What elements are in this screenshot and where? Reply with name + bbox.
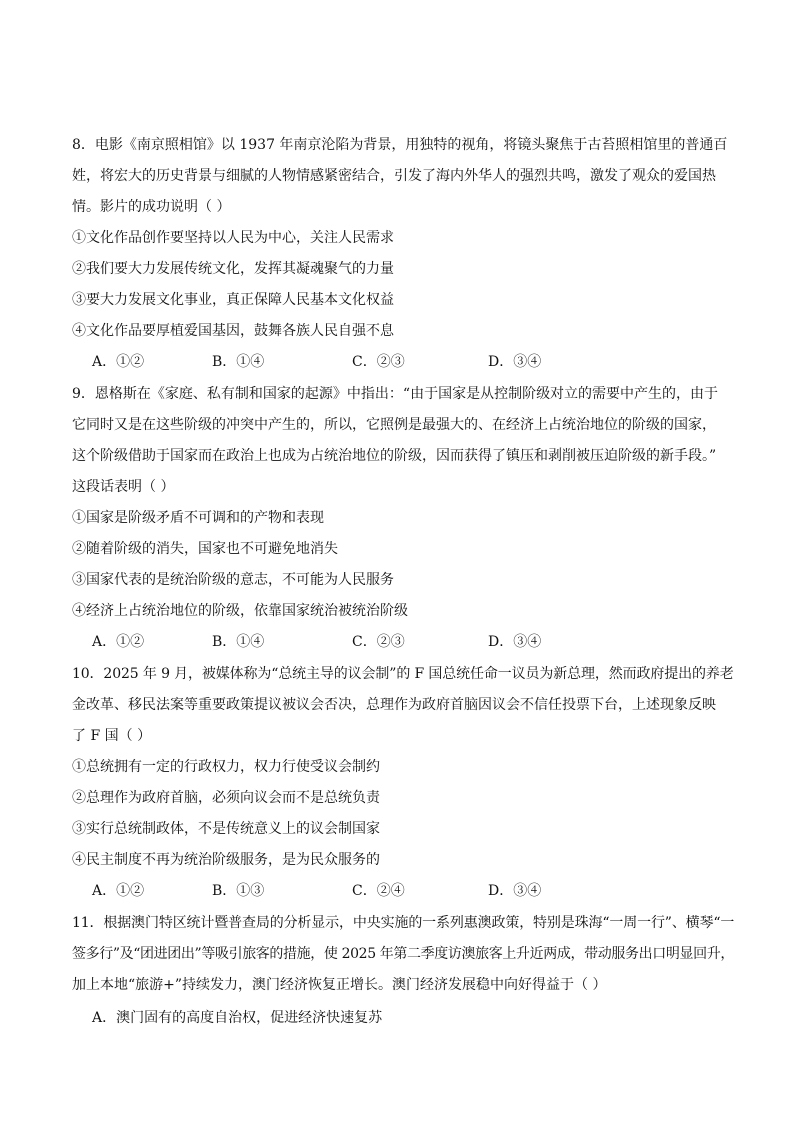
option-b[interactable]: B．①④	[212, 634, 265, 650]
question-stem-line: 签多行”及“团进团出”等吸引旅客的措施，使 2025 年第二季度访澳旅客上升近两成，带动服务出口明显回升，	[72, 946, 734, 962]
question-stem-line: 了 F 国（ ）	[72, 728, 152, 744]
option-c[interactable]: C．②④	[352, 883, 405, 899]
statement-item: ②我们要大力发展传统文化，发挥其凝魂聚气的力量	[72, 261, 394, 277]
question-stem-line: 它同时又是在这些阶级的冲突中产生的，所以，它照例是最强大的、在经济上占统治地位的阶级的国家，	[72, 417, 716, 433]
question-stem-line: 9．恩格斯在《家庭、私有制和国家的起源》中指出：“由于国家是从控制阶级对立的需要中产生的，由于	[72, 386, 719, 402]
question-stem-line: 金改革、移民法案等重要政策提议被议会否决，总理作为政府首脑因议会不信任投票下台，上述现象反映	[72, 697, 716, 713]
option-d[interactable]: D．③④	[488, 354, 542, 370]
statement-item: ①文化作品创作要坚持以人民为中心，关注人民需求	[72, 230, 394, 246]
statement-item: ③国家代表的是统治阶级的意志，不可能为人民服务	[72, 572, 394, 588]
option-c[interactable]: C．②③	[352, 354, 405, 370]
option-a[interactable]: A．①②	[92, 634, 145, 650]
statement-item: ④文化作品要厚植爱国基因，鼓舞各族人民自强不息	[72, 323, 394, 339]
option-d[interactable]: D．③④	[488, 883, 542, 899]
statement-item: ①总统拥有一定的行政权力，权力行使受议会制约	[72, 759, 380, 775]
answer-options	[92, 352, 652, 372]
question-stem-line: 8．电影《南京照相馆》以 1937 年南京沦陷为背景，用独特的视角，将镜头聚焦于古苔照相馆里的普通百	[72, 137, 728, 153]
statement-item: ②总理作为政府首脑，必须向议会而不是总统负责	[72, 790, 380, 806]
statement-item: ④民主制度不再为统治阶级服务，是为民众服务的	[72, 852, 380, 868]
option-a[interactable]: A．①②	[92, 883, 145, 899]
statement-item: ③实行总统制政体，不是传统意义上的议会制国家	[72, 821, 380, 837]
statement-item: ①国家是阶级矛盾不可调和的产物和表现	[72, 510, 324, 526]
option-d[interactable]: D．③④	[488, 634, 542, 650]
question-stem-line: 11．根据澳门特区统计暨普查局的分析显示，中央实施的一系列惠澳政策，特别是珠海“一周一行”、横琴“一	[72, 915, 735, 931]
option-b[interactable]: B．①④	[212, 354, 265, 370]
question-stem-line: 情。影片的成功说明（ ）	[72, 199, 231, 215]
question-stem-line: 这段话表明（ ）	[72, 479, 175, 495]
question-stem-line: 加上本地“旅游+”持续发力，澳门经济恢复正增长。澳门经济发展稳中向好得益于（ ）	[72, 977, 607, 993]
statement-item: ④经济上占统治地位的阶级，依靠国家统治被统治阶级	[72, 603, 408, 619]
question-stem-line: 姓，将宏大的历史背景与细腻的人物情感紧密结合，引发了海内外华人的强烈共鸣，激发了观众的爱国热	[72, 168, 716, 184]
question-stem-line: 这个阶级借助于国家而在政治上也成为占统治地位的阶级，因而获得了镇压和剥削被压迫阶级的新手段。”	[72, 448, 717, 464]
answer-options	[92, 632, 652, 652]
option-a[interactable]: A．①②	[92, 354, 145, 370]
option-b[interactable]: B．①③	[212, 883, 265, 899]
answer-options	[92, 881, 652, 901]
statement-item: ②随着阶级的消失，国家也不可避免地消失	[72, 541, 338, 557]
option-c[interactable]: C．②③	[352, 634, 405, 650]
question-stem-line: 10．2025 年 9 月，被媒体称为“总统主导的议会制”的 F 国总统任命一议员为新总理，然而政府提出的养老	[72, 666, 734, 682]
option-a[interactable]: A．澳门固有的高度自治权，促进经济快速复苏	[92, 1010, 383, 1026]
statement-item: ③要大力发展文化事业，真正保障人民基本文化权益	[72, 292, 394, 308]
